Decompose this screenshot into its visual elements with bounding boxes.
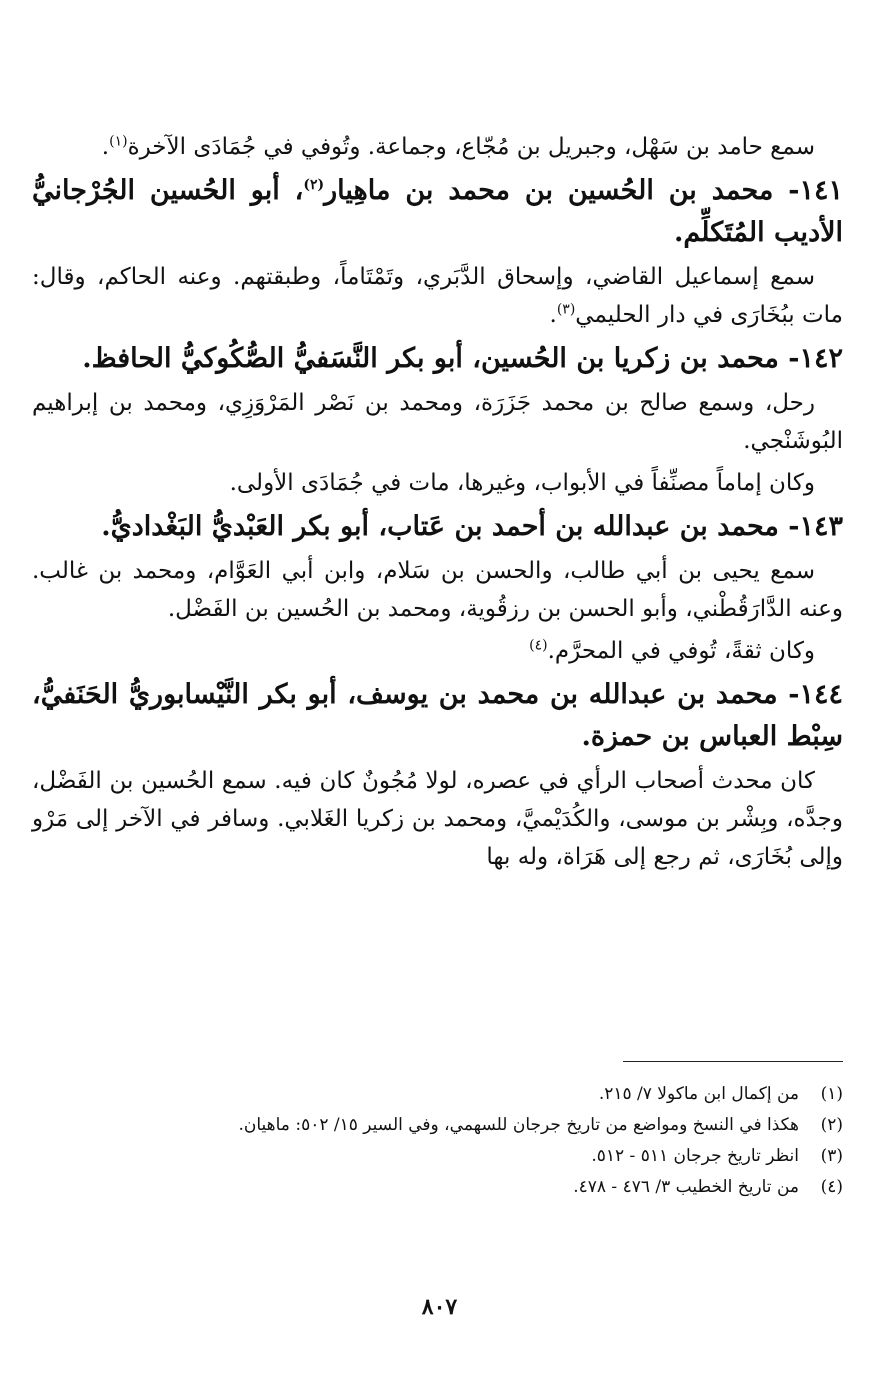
footnote-text: من إكمال ابن ماكولا ٧/ ٢١٥. (598, 1084, 799, 1104)
footnote (32, 1175, 843, 1200)
footnote-number: (٣) (820, 1146, 843, 1166)
biography-heading: ١٤١- محمد بن الحُسين بن محمد بن ماهِيار$^{(٢)}$، أبو الحُسين الجُرْجانيُّ الأديب المُتَكلِّم. (32, 175, 843, 248)
paragraph: سمع يحيى بن أبي طالب، والحسن بن سَلام، وابن أبي العَوَّام، ومحمد بن غالب. وعنه الدَّارَقُطْني، وأبو الحسن بن رزقُوية، ومحمد بن الحُسين بن الفَضْل. (32, 558, 843, 622)
footnote-number: (٤) (820, 1177, 843, 1197)
footnote-text: انظر تاريخ جرجان ٥١١ - ٥١٢. (591, 1146, 799, 1166)
biography-heading: ١٤٤- محمد بن عبدالله بن محمد بن يوسف، أبو بكر النَّيْسابوريُّ الحَنَفيُّ، سِبْط العباس بن حمزة. (32, 679, 843, 752)
footnote (32, 1113, 843, 1138)
footnote (32, 1144, 843, 1169)
paragraph: رحل، وسمع صالح بن محمد جَزَرَة، ومحمد بن نَصْر المَرْوَزِي، ومحمد بن إبراهيم البُوشَنْجي. (32, 390, 843, 454)
paragraph: سمع حامد بن سَهْل، وجبريل بن مُجّاع، وجماعة. وتُوفي في جُمَادَى الآخرة$^{(١)}$. (101, 133, 815, 160)
paragraph: كان محدث أصحاب الرأي في عصره، لولا مُجُونٌ كان فيه. سمع الحُسين بن الفَضْل، وجدَّه، وبِشْر بن موسى، والكُدَيْميَّ، ومحمد بن زكريا الغَلابي. وسافر في الآخر إلى مَرْو وإلى بُخَارَى، ثم رجع إلى هَرَاة، وله بها (32, 768, 843, 870)
main-text (32, 128, 843, 880)
biography-heading: ١٤٣- محمد بن عبدالله بن أحمد بن عَتاب، أبو بكر العَبْديُّ البَغْداديُّ. (101, 511, 843, 542)
footnote-marker: (١) (109, 133, 128, 150)
footnote-divider (623, 1061, 843, 1062)
footnote-marker: (٤) (529, 637, 548, 654)
footnote-number: (١) (820, 1084, 843, 1104)
paragraph: سمع إسماعيل القاضي، وإسحاق الدَّبَري، وتَمْتَاماً، وطبقتهم. وعنه الحاكم، وقال: مات ببُخَارَى في دار الحليمي$^{(٣)}$. (32, 264, 843, 328)
footnotes (32, 1082, 843, 1206)
biography-heading: ١٤٢- محمد بن زكريا بن الحُسين، أبو بكر النَّسَفيُّ الصُّكُوكيُّ الحافظ. (82, 343, 843, 374)
paragraph: وكان ثقةً، تُوفي في المحرَّم.$^{(٤)}$ (529, 637, 815, 664)
footnote (32, 1082, 843, 1107)
paragraph: وكان إماماً مصنِّفاً في الأبواب، وغيرها، مات في جُمَادَى الأولى. (229, 470, 815, 496)
footnote-text: هكذا في النسخ ومواضع من تاريخ جرجان للسهمي، وفي السير ١٥/ ٥٠٢: ماهيان. (238, 1115, 799, 1135)
footnote-text: من تاريخ الخطيب ٣/ ٤٧٦ - ٤٧٨. (573, 1177, 799, 1197)
footnote-marker: (٢) (303, 177, 325, 193)
footnote-marker: (٣) (556, 301, 576, 318)
page-number: ٨٠٧ (421, 1294, 458, 1320)
footnote-number: (٢) (820, 1115, 843, 1135)
